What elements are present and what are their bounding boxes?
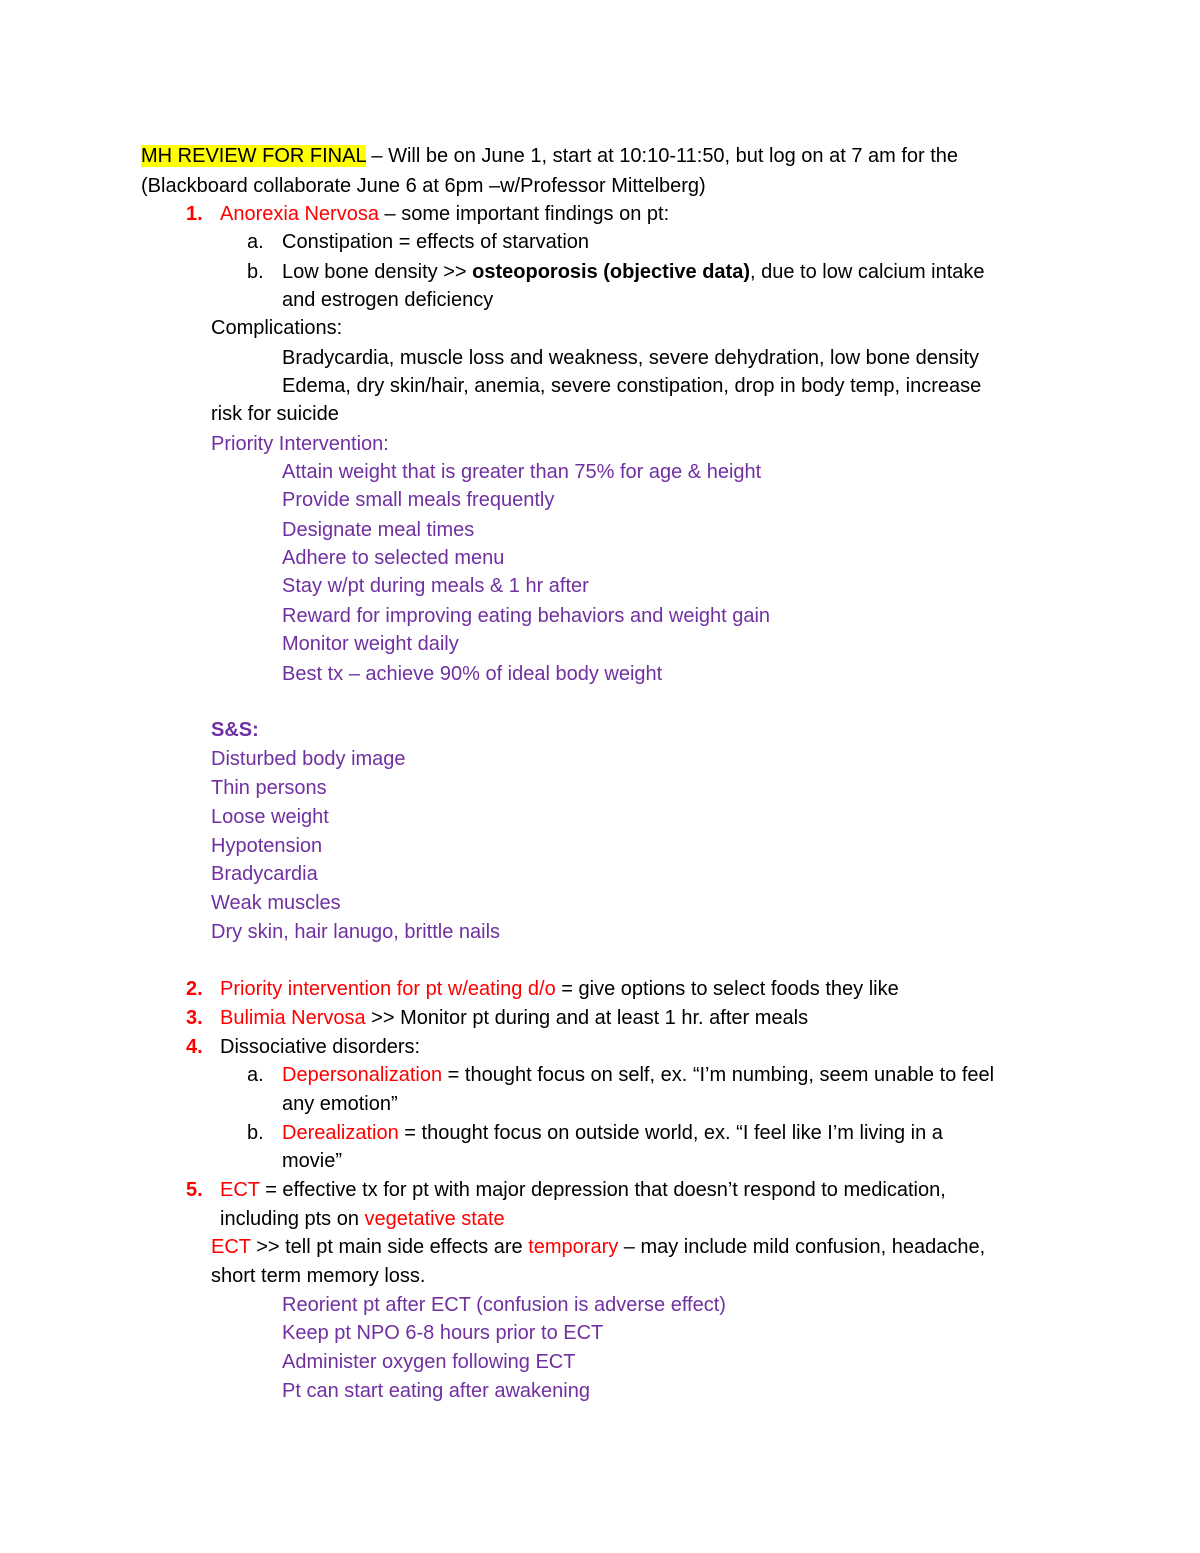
section-5-heading bbox=[220, 1178, 946, 1202]
section-5-continued bbox=[220, 1207, 505, 1231]
item-1b-post: , due to low calcium intake bbox=[749, 261, 985, 283]
doc-title-highlight: MH REVIEW FOR FINAL bbox=[141, 145, 366, 167]
item-1b-pre: Low bone density >> bbox=[282, 261, 473, 283]
item-4b-marker: b. bbox=[247, 1122, 264, 1144]
symptom-item: Weak muscles bbox=[211, 892, 341, 914]
section-2-number: 2. bbox=[186, 978, 203, 1000]
item-4b-term: Derealization bbox=[282, 1122, 399, 1144]
ect-label: ECT bbox=[211, 1236, 251, 1258]
section-2-rest: = give options to select foods they like bbox=[555, 978, 899, 1000]
symptom-item: Bradycardia bbox=[211, 863, 318, 885]
item-1b-text bbox=[282, 260, 985, 284]
section-1-rest: – some important findings on pt: bbox=[378, 203, 670, 225]
item-1b-marker: b. bbox=[247, 261, 264, 283]
section-5-cont-pre: including pts on bbox=[220, 1208, 365, 1230]
symptom-item: Dry skin, hair lanugo, brittle nails bbox=[211, 921, 501, 943]
ect-intervention-item: Reorient pt after ECT (confusion is adverse effect) bbox=[282, 1294, 726, 1316]
item-4a-text bbox=[282, 1063, 994, 1087]
priority-item: Monitor weight daily bbox=[282, 633, 459, 655]
symptom-item: Hypotension bbox=[211, 835, 323, 857]
priority-item: Provide small meals frequently bbox=[282, 489, 555, 511]
item-4a-marker: a. bbox=[247, 1064, 264, 1086]
priority-item: Stay w/pt during meals & 1 hr after bbox=[282, 575, 589, 597]
item-1b-bold: osteoporosis (objective data) bbox=[472, 261, 750, 283]
doc-subtitle: (Blackboard collaborate June 6 at 6pm –w/Professor Mittelberg) bbox=[141, 175, 706, 197]
ect-side-effects-continued: short term memory loss. bbox=[211, 1265, 426, 1287]
item-1a-marker: a. bbox=[247, 231, 264, 253]
section-2-title: Priority intervention for pt w/eating d/o bbox=[220, 978, 556, 1000]
item-4b-continued: movie” bbox=[282, 1150, 343, 1172]
section-5-rest: = effective tx for pt with major depression that doesn’t respond to medication, bbox=[259, 1179, 946, 1201]
priority-item: Attain weight that is greater than 75% for age & height bbox=[282, 461, 762, 483]
complications-label: Complications: bbox=[211, 317, 343, 339]
priority-item: Adhere to selected menu bbox=[282, 547, 505, 569]
ect-temporary: temporary bbox=[528, 1236, 619, 1258]
section-5-cont-red: vegetative state bbox=[364, 1208, 505, 1230]
ect-side-effects-line bbox=[211, 1235, 985, 1259]
doc-title-line bbox=[141, 144, 958, 168]
section-2-heading bbox=[220, 977, 899, 1001]
ect-intervention-item: Pt can start eating after awakening bbox=[282, 1380, 590, 1402]
symptom-item: Disturbed body image bbox=[211, 748, 406, 770]
ect-mid: >> tell pt main side effects are bbox=[250, 1236, 529, 1258]
complications-line-2: Edema, dry skin/hair, anemia, severe constipation, drop in body temp, increase bbox=[282, 375, 982, 397]
symptom-item: Loose weight bbox=[211, 806, 329, 828]
section-3-rest: >> Monitor pt during and at least 1 hr. after meals bbox=[365, 1007, 809, 1029]
priority-item: Reward for improving eating behaviors and weight gain bbox=[282, 605, 771, 627]
section-4-number: 4. bbox=[186, 1036, 203, 1058]
ect-post: – may include mild confusion, headache, bbox=[618, 1236, 986, 1258]
item-4b-rest: = thought focus on outside world, ex. “I feel like I’m living in a bbox=[398, 1122, 943, 1144]
section-3-heading bbox=[220, 1006, 808, 1030]
complications-line-1: Bradycardia, muscle loss and weakness, severe dehydration, low bone density bbox=[282, 347, 980, 369]
section-1-title: Anorexia Nervosa bbox=[220, 203, 379, 225]
item-1a-text: Constipation = effects of starvation bbox=[282, 231, 590, 253]
priority-item: Best tx – achieve 90% of ideal body weight bbox=[282, 663, 663, 685]
section-5-title: ECT bbox=[220, 1179, 260, 1201]
section-1-number: 1. bbox=[186, 203, 203, 225]
priority-item: Designate meal times bbox=[282, 519, 475, 541]
complications-line-3: risk for suicide bbox=[211, 403, 339, 425]
signs-symptoms-label: S&S: bbox=[211, 719, 259, 741]
doc-title-rest: – Will be on June 1, start at 10:10-11:50, but log on at 7 am for the bbox=[365, 145, 959, 167]
item-4a-rest: = thought focus on self, ex. “I’m numbing, seem unable to feel bbox=[442, 1064, 995, 1086]
section-5-number: 5. bbox=[186, 1179, 203, 1201]
priority-intervention-label: Priority Intervention: bbox=[211, 433, 389, 455]
item-4a-term: Depersonalization bbox=[282, 1064, 443, 1086]
section-3-number: 3. bbox=[186, 1007, 203, 1029]
item-4b-text bbox=[282, 1121, 943, 1145]
section-1-heading bbox=[220, 202, 669, 226]
section-3-title: Bulimia Nervosa bbox=[220, 1007, 366, 1029]
section-4-title: Dissociative disorders: bbox=[220, 1036, 421, 1058]
item-1b-continued: and estrogen deficiency bbox=[282, 289, 494, 311]
item-4a-continued: any emotion” bbox=[282, 1093, 398, 1115]
ect-intervention-item: Keep pt NPO 6-8 hours prior to ECT bbox=[282, 1322, 604, 1344]
symptom-item: Thin persons bbox=[211, 777, 327, 799]
ect-intervention-item: Administer oxygen following ECT bbox=[282, 1351, 576, 1373]
